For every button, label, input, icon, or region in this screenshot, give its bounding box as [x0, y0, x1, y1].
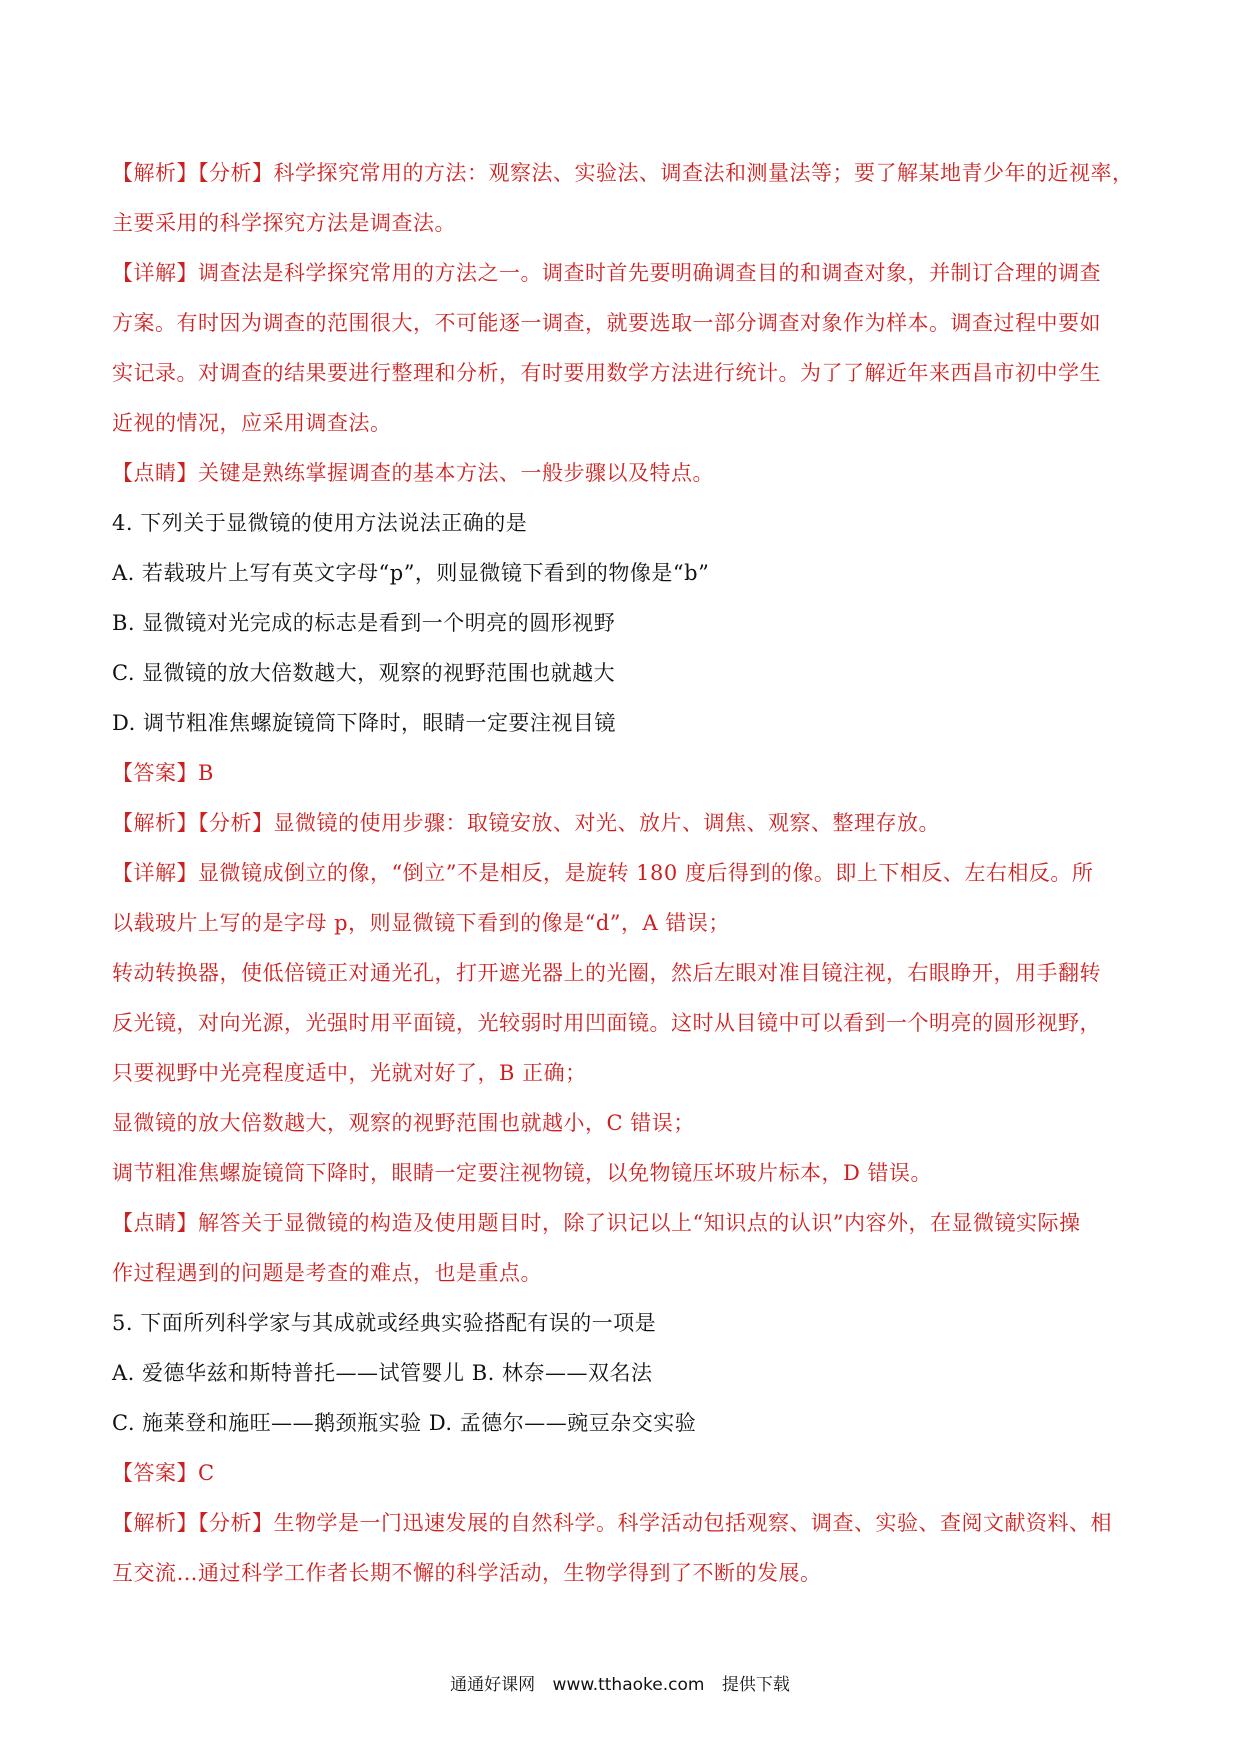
- text-block: [112, 848, 1132, 948]
- text-line: 主要采用的科学探究方法是调查法。: [112, 211, 456, 235]
- text-line: 互交流…通过科学工作者长期不懈的科学活动，生物学得到了不断的发展。: [112, 1561, 822, 1585]
- text-line: 显微镜的放大倍数越大，观察的视野范围也就越小，C 错误；: [112, 1111, 695, 1135]
- text-block: [112, 1198, 1132, 1298]
- text-line: 只要视野中光亮程度适中，光就对好了，B 正确；: [112, 1061, 587, 1085]
- text-block: [112, 948, 1132, 1098]
- text-block: [112, 248, 1132, 448]
- text-line: 调节粗准焦螺旋镜筒下降时，眼睛一定要注视物镜，以免物镜压坏玻片标本，D 错误。: [112, 1161, 933, 1185]
- footer-url[interactable]: www.tthaoke.com: [552, 1675, 705, 1695]
- text-block: [112, 1098, 1132, 1148]
- text-line: 【答案】B: [112, 761, 214, 785]
- document-body: [112, 148, 1132, 1598]
- text-line: C. 显微镜的放大倍数越大，观察的视野范围也就越大: [112, 661, 616, 685]
- text-line: 【详解】显微镜成倒立的像，“倒立”不是相反，是旋转 180 度后得到的像。即上下相反、左右相反。所: [112, 861, 1094, 885]
- text-line: 近视的情况，应采用调查法。: [112, 411, 392, 435]
- text-line: 【解析】【分析】显微镜的使用步骤：取镜安放、对光、放片、调焦、观察、整理存放。: [112, 811, 940, 835]
- text-block: [112, 1298, 1132, 1348]
- text-line: 【解析】【分析】生物学是一门迅速发展的自然科学。科学活动包括观察、调查、实验、查阅文献资料、相: [112, 1511, 1112, 1535]
- text-block: [112, 1398, 1132, 1448]
- text-line: B. 显微镜对光完成的标志是看到一个明亮的圆形视野: [112, 611, 616, 635]
- text-block: [112, 448, 1132, 498]
- text-block: [112, 548, 1132, 598]
- text-line: 【点睛】解答关于显微镜的构造及使用题目时，除了识记以上“知识点的认识”内容外，在显微镜实际操: [112, 1211, 1081, 1235]
- footer-site-name: 通通好课网: [450, 1675, 536, 1695]
- text-block: [112, 1448, 1132, 1498]
- text-block: [112, 798, 1132, 848]
- text-block: [112, 1498, 1132, 1598]
- text-block: [112, 1348, 1132, 1398]
- text-block: [112, 1148, 1132, 1198]
- text-line: 【详解】调查法是科学探究常用的方法之一。调查时首先要明确调查目的和调查对象，并制订合理的调查: [112, 261, 1101, 285]
- text-line: D. 调节粗准焦螺旋镜筒下降时，眼睛一定要注视目镜: [112, 711, 616, 735]
- page-footer: [0, 1670, 1240, 1695]
- text-line: 【解析】【分析】科学探究常用的方法：观察法、实验法、调查法和测量法等；要了解某地青少年的近视率，: [112, 161, 1134, 185]
- text-line: 方案。有时因为调查的范围很大，不可能逐一调查，就要选取一部分调查对象作为样本。调查过程中要如: [112, 311, 1101, 335]
- text-line: 【答案】C: [112, 1461, 215, 1485]
- text-block: [112, 648, 1132, 698]
- footer-suffix: 提供下载: [721, 1675, 790, 1695]
- text-line: 4. 下列关于显微镜的使用方法说法正确的是: [112, 511, 528, 535]
- text-block: [112, 598, 1132, 648]
- text-line: 作过程遇到的问题是考查的难点，也是重点。: [112, 1261, 542, 1285]
- text-line: A. 若载玻片上写有英文字母“p”，则显微镜下看到的物像是“b”: [112, 561, 710, 585]
- text-line: 【点睛】关键是熟练掌握调查的基本方法、一般步骤以及特点。: [112, 461, 714, 485]
- text-line: A. 爱德华兹和斯特普托——试管婴儿 B. 林奈——双名法: [112, 1361, 653, 1385]
- text-line: 转动转换器，使低倍镜正对通光孔，打开遮光器上的光圈，然后左眼对准目镜注视，右眼睁开，用手翻转: [112, 961, 1101, 985]
- text-line: C. 施莱登和施旺——鹅颈瓶实验 D. 孟德尔——豌豆杂交实验: [112, 1411, 697, 1435]
- text-line: 实记录。对调查的结果要进行整理和分析，有时要用数学方法进行统计。为了了解近年来西昌市初中学生: [112, 361, 1101, 385]
- text-block: [112, 148, 1132, 248]
- text-block: [112, 498, 1132, 548]
- text-line: 以载玻片上写的是字母 p，则显微镜下看到的像是“d”，A 错误；: [112, 911, 730, 935]
- text-line: 5. 下面所列科学家与其成就或经典实验搭配有误的一项是: [112, 1311, 657, 1335]
- text-line: 反光镜，对向光源，光强时用平面镜，光较弱时用凹面镜。这时从目镜中可以看到一个明亮的圆形视野，: [112, 1011, 1101, 1035]
- text-block: [112, 748, 1132, 798]
- text-block: [112, 698, 1132, 748]
